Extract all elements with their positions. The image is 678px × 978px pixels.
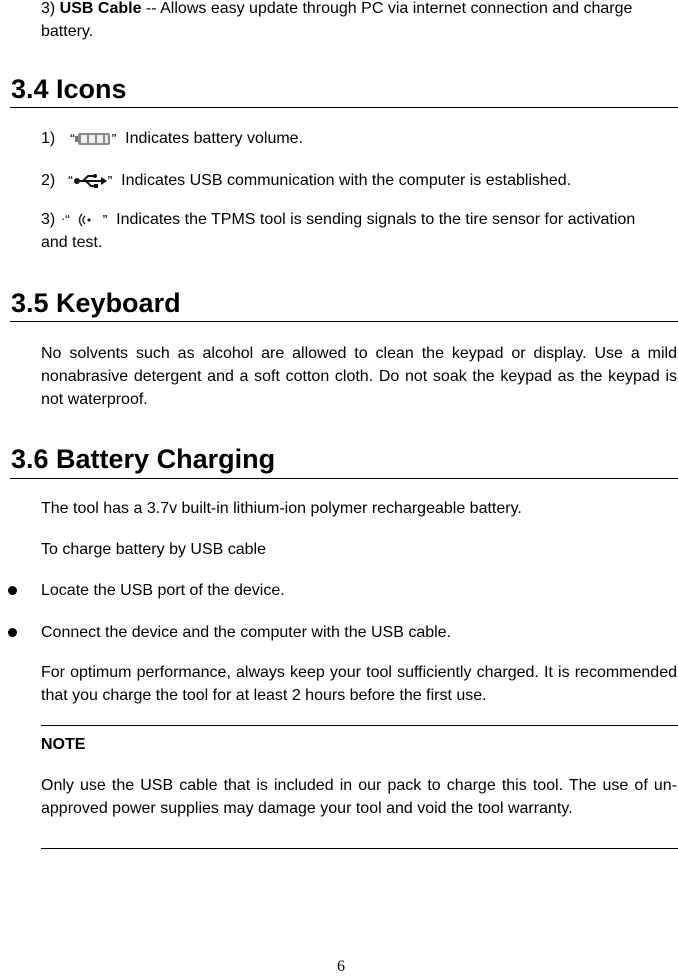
section-heading-keyboard: 3.5 Keyboard xyxy=(11,288,181,318)
item-number: 2) xyxy=(41,172,56,189)
note-bottom-rule xyxy=(41,848,678,849)
bullet-item: Connect the device and the computer with the USB cable. xyxy=(41,624,452,641)
section-heading-battery-charging: 3.6 Battery Charging xyxy=(11,444,276,474)
icon-description: Indicates USB communication with the computer is established. xyxy=(121,172,572,189)
usb-cable-description: -- Allows easy update through PC via internet connection and charge battery. xyxy=(41,0,633,40)
note-title: NOTE xyxy=(41,736,86,753)
heading-rule xyxy=(10,321,678,322)
usb-cable-label: USB Cable xyxy=(59,0,142,17)
bullet-item: Locate the USB port of the device. xyxy=(41,582,285,599)
note-top-rule xyxy=(41,725,678,726)
icon-list-item xyxy=(41,208,661,254)
page-number: 6 xyxy=(337,958,345,975)
section-heading-icons: 3.4 Icons xyxy=(11,74,127,104)
icon-description: Indicates battery volume. xyxy=(125,130,304,147)
charging-recommendation-paragraph: For optimum performance, always keep your tool sufficiently charged. It is recommended that you charge the tool for at least 2 hours before the first use. xyxy=(41,664,677,704)
bullet-icon xyxy=(8,586,17,595)
bullet-icon xyxy=(8,628,17,637)
icon-description: Indicates the TPMS tool is sending signals to the tire sensor for activation and test. xyxy=(41,211,636,252)
icon-list-item xyxy=(41,169,571,192)
item-number: 1) xyxy=(41,130,56,147)
battery-spec-paragraph: The tool has a 3.7v built-in lithium-ion polymer rechargeable battery. xyxy=(41,500,522,517)
heading-rule xyxy=(10,107,678,108)
battery-icon: “ ” xyxy=(69,132,117,145)
item-number: 3) xyxy=(41,211,56,228)
usb-charge-intro: To charge battery by USB cable xyxy=(41,541,267,558)
note-body: Only use the USB cable that is included in our pack to charge this tool. The use of un-approved power supplies may damage your tool and void the tool warranty. xyxy=(41,777,677,817)
keyboard-paragraph: No solvents such as alcohol are allowed to clean the keypad or display. Use a mild nonabrasive detergent and a soft cotton cloth. Do not soak the keypad as the keypad is not waterproof. xyxy=(41,345,677,408)
signal-wave-icon: ·“ ” xyxy=(61,213,108,226)
usb-icon: “ ” xyxy=(67,174,113,187)
usb-cable-paragraph xyxy=(41,0,677,43)
item-prefix: 3) xyxy=(41,0,60,17)
icon-list-item xyxy=(41,127,303,150)
heading-rule xyxy=(10,478,678,479)
